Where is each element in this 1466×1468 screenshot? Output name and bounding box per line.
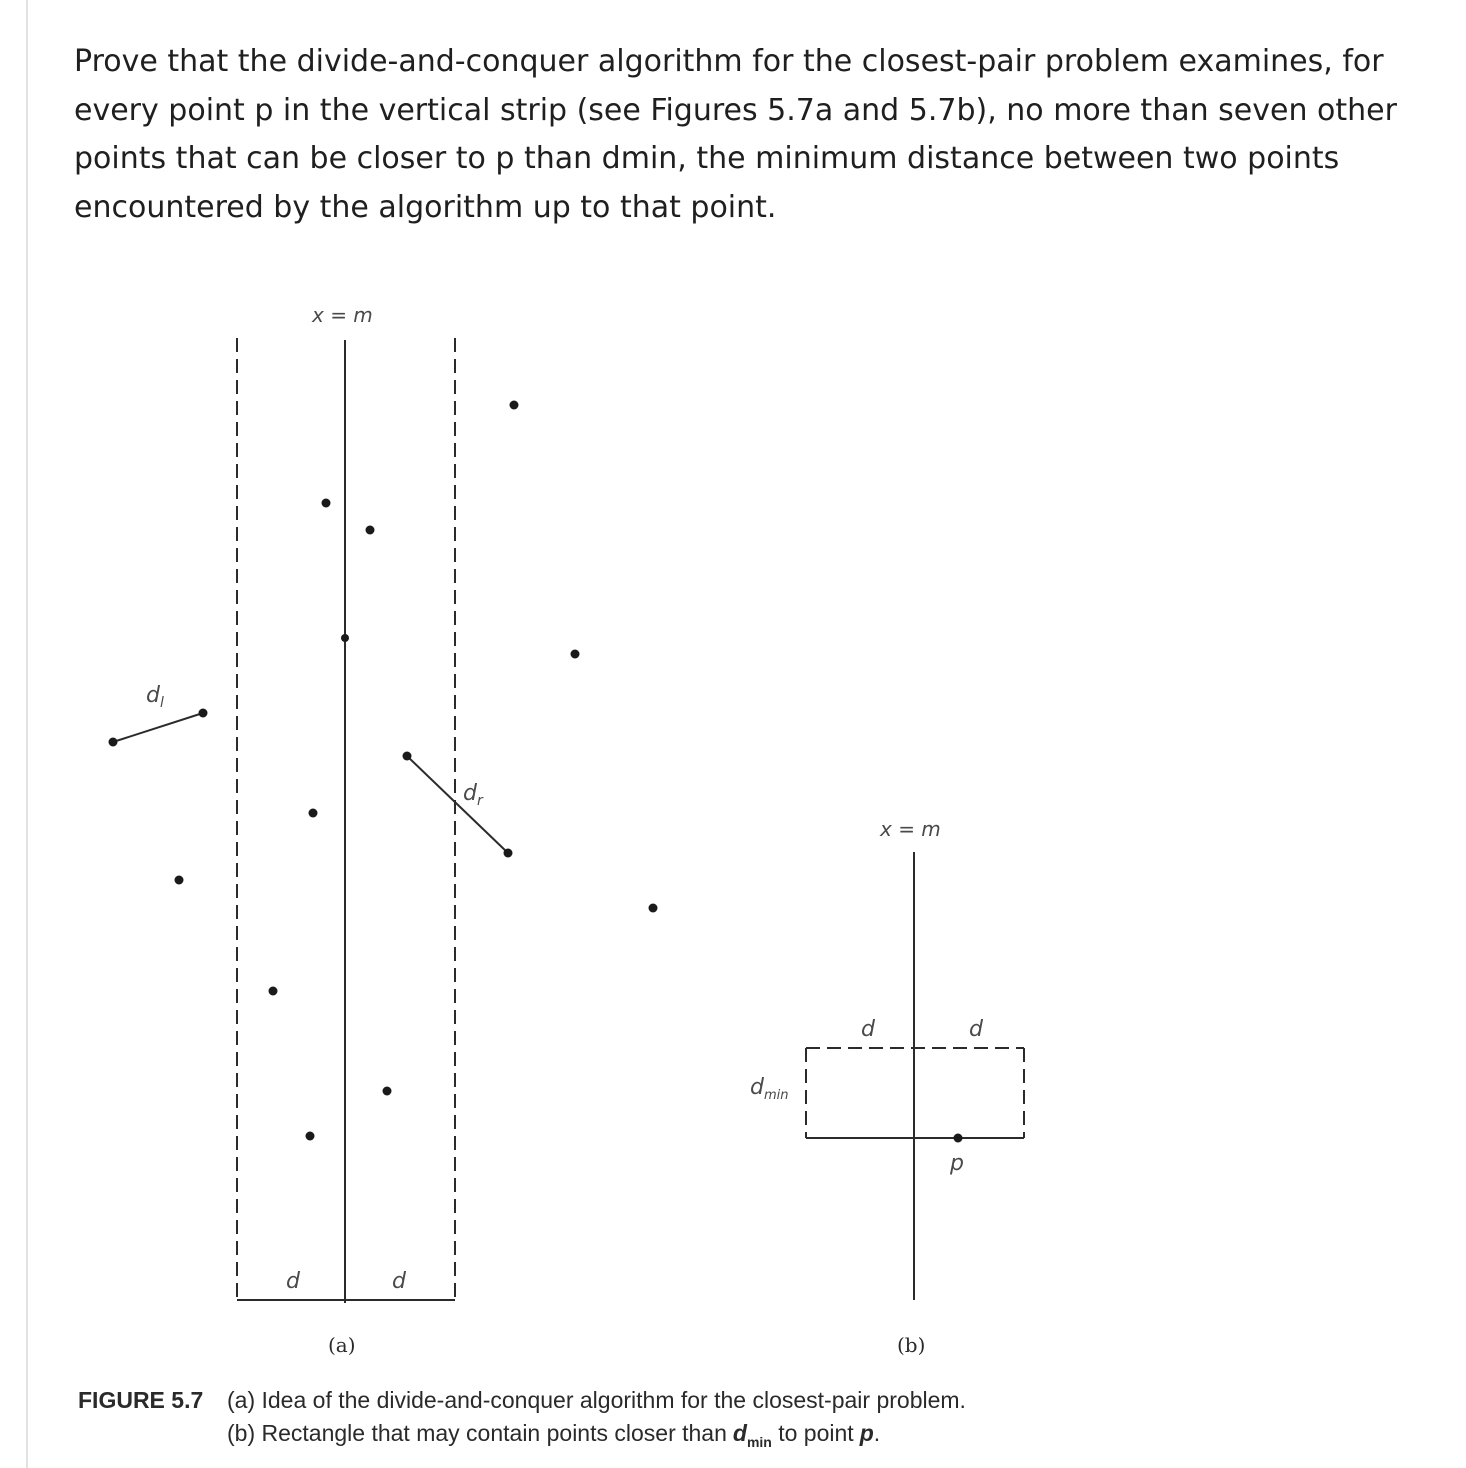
question-text: Prove that the divide-and-conquer algorithm for the closest-pair problem examines, for every point p in the vertical strip (see Figures 5.7a and 5.7b), no more than seven other points that can be closer to p than dmin, the minimum distance between two points encountered by the algorithm up to that point. bbox=[74, 44, 1397, 225]
right-pair-point bbox=[504, 849, 513, 858]
point bbox=[510, 401, 519, 410]
left-pair-label: $d_l$ bbox=[146, 683, 164, 711]
line-label-b: x = m bbox=[880, 817, 941, 841]
left-closest-pair-segment bbox=[113, 713, 203, 742]
right-pair-point bbox=[403, 752, 412, 761]
line-label-a: x = m bbox=[312, 303, 373, 327]
rect-height-label: $d_{min}$ bbox=[750, 1075, 789, 1103]
point-p-label: p bbox=[950, 1151, 964, 1176]
rect-right-width-label: d bbox=[969, 1017, 983, 1042]
figure-b bbox=[750, 817, 1024, 1357]
point bbox=[175, 876, 184, 885]
rect-left-width-label: d bbox=[861, 1017, 875, 1042]
point-p bbox=[954, 1134, 963, 1143]
point bbox=[366, 526, 375, 535]
caption-line-1: (a) Idea of the divide-and-conquer algorithm for the closest-pair problem. bbox=[227, 1387, 966, 1413]
left-width-label: d bbox=[286, 1269, 300, 1294]
right-closest-pair-segment bbox=[407, 756, 508, 853]
point bbox=[322, 499, 331, 508]
caption-number: FIGURE 5.7 bbox=[78, 1387, 204, 1413]
left-pair-point bbox=[199, 709, 208, 718]
point bbox=[309, 809, 318, 818]
point bbox=[383, 1087, 392, 1096]
right-width-label: d bbox=[392, 1269, 406, 1294]
point bbox=[649, 904, 658, 913]
figure-caption bbox=[78, 1387, 966, 1450]
point bbox=[571, 650, 580, 659]
panel-label-a: (a) bbox=[328, 1333, 356, 1357]
figure-a bbox=[109, 303, 658, 1357]
point bbox=[306, 1132, 315, 1141]
point-on-line bbox=[341, 634, 349, 642]
point bbox=[269, 987, 278, 996]
caption-line-2: (b) Rectangle that may contain points closer than $d_{min}$ to point p. bbox=[227, 1420, 881, 1450]
left-pair-point bbox=[109, 738, 118, 747]
right-pair-label: $d_r$ bbox=[463, 781, 483, 809]
panel-label-b: (b) bbox=[897, 1333, 926, 1357]
